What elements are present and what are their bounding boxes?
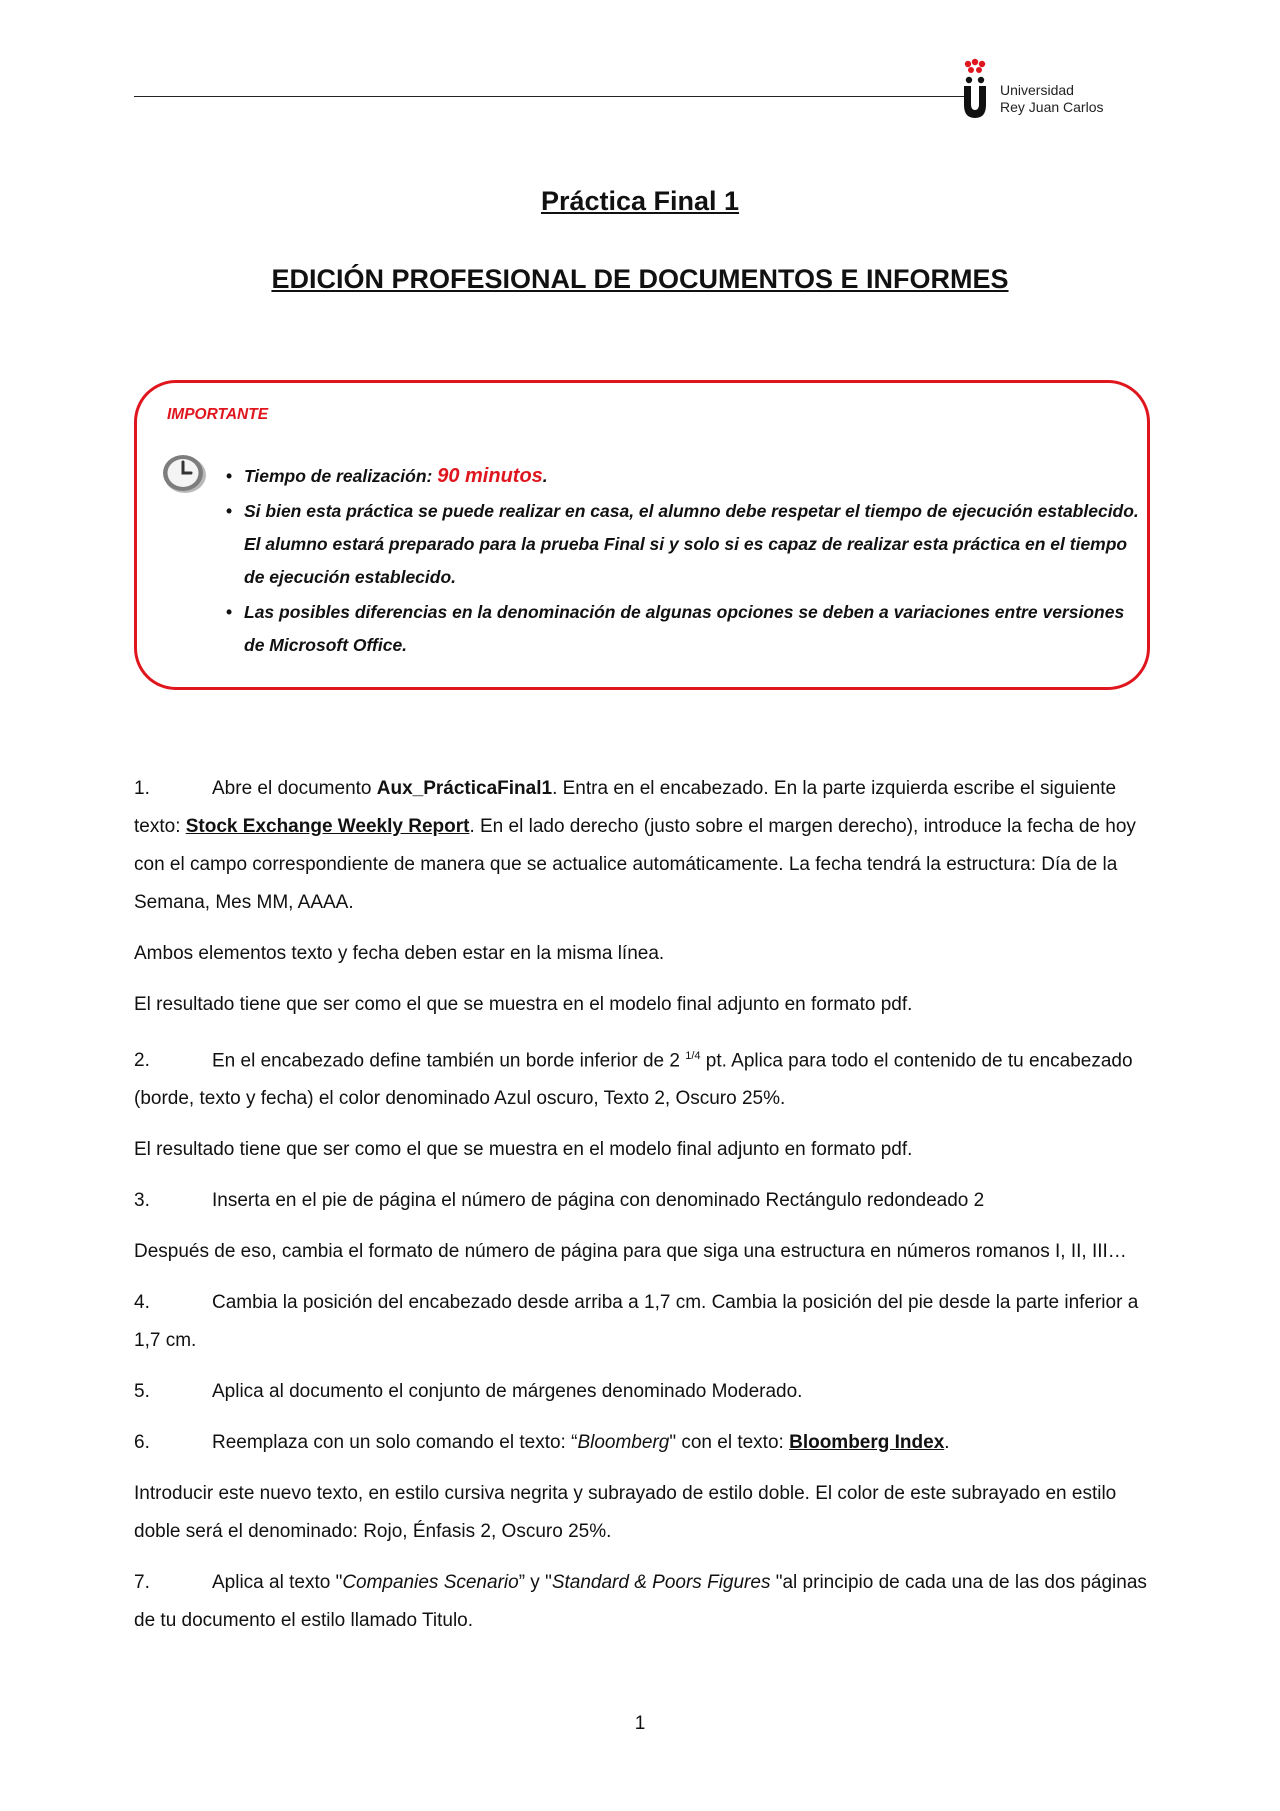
step-number: 3. bbox=[134, 1190, 150, 1212]
step-number: 4. bbox=[134, 1292, 150, 1314]
important-label: IMPORTANTE bbox=[167, 406, 269, 423]
page-subtitle: EDICIÓN PROFESIONAL DE DOCUMENTOS E INFORMES bbox=[271, 264, 1009, 294]
paragraph: El resultado tiene que ser como el que se muestra en el modelo final adjunto en formato pdf. bbox=[134, 994, 913, 1015]
step-text: En el encabezado define también un borde inferior de 2 bbox=[212, 1050, 686, 1072]
step-text: Aplica al documento el conjunto de márgenes denominado Moderado. bbox=[212, 1381, 803, 1403]
fraction-superscript: 1/4 bbox=[685, 1050, 701, 1062]
step-3 bbox=[134, 1182, 1149, 1220]
step-text: "al principio de cada una de las dos páginas de tu documento el estilo llamado Titulo. bbox=[134, 1572, 1147, 1632]
header-rule bbox=[134, 96, 969, 97]
important-list bbox=[226, 460, 1146, 664]
clock-icon bbox=[158, 451, 208, 495]
step-6 bbox=[134, 1424, 1149, 1462]
header-text-sample: Stock Exchange Weekly Report bbox=[185, 816, 470, 837]
title-text-1: Companies Scenario bbox=[342, 1572, 519, 1594]
paragraph: Introducir este nuevo texto, en estilo cursiva negrita y subrayado de estilo doble. El color de este subrayado en estilo doble será el denominado: Rojo, Énfasis 2, Oscuro 25%. bbox=[134, 1483, 1117, 1543]
replacement-term: Bloomberg Index bbox=[789, 1432, 945, 1454]
step-text: ” y " bbox=[518, 1572, 552, 1594]
important-item-time bbox=[226, 460, 1146, 493]
step-5 bbox=[134, 1373, 1149, 1411]
step-text: . Entra en el encabezado. En la parte izquierda escribe el siguiente texto: bbox=[134, 778, 1117, 837]
time-value: 90 minutos bbox=[437, 465, 543, 487]
step-text: Aplica al texto " bbox=[212, 1572, 343, 1594]
step-text: Inserta en el pie de página el número de página con denominado Rectángulo redondeado 2 bbox=[212, 1190, 985, 1212]
step-number: 2. bbox=[134, 1050, 150, 1072]
step-text: . bbox=[944, 1432, 950, 1454]
university-logo bbox=[960, 58, 1110, 120]
step-number: 7. bbox=[134, 1572, 150, 1594]
step-number: 1. bbox=[134, 778, 150, 799]
step-text: Cambia la posición del encabezado desde arriba a 1,7 cm. Cambia la posición del pie desde la parte inferior a 1,7 cm. bbox=[134, 1292, 1139, 1352]
title-text-2: Standard & Poors Figures bbox=[551, 1572, 771, 1594]
step-text: Abre el documento bbox=[212, 778, 377, 799]
instructions-body bbox=[134, 770, 1149, 1653]
paragraph: Ambos elementos texto y fecha deben estar en la misma línea. bbox=[134, 943, 665, 964]
time-suffix: . bbox=[542, 466, 548, 486]
step-number: 5. bbox=[134, 1381, 150, 1403]
step-text: . En el lado derecho (justo sobre el margen derecho), introduce la fecha de hoy con el campo correspondiente de manera que se actualice automáticamente. La fecha tendrá la estructura: Día de la Semana, Mes MM, AAAA. bbox=[134, 816, 1136, 913]
university-name-line2: Rey Juan Carlos bbox=[1000, 99, 1104, 115]
important-item-text: Si bien esta práctica se puede realizar en casa, el alumno debe respetar el tiempo de ejecución establecido. El alumno estará preparado para la prueba Final si y solo si es capaz de realizar esta práctica en el tiempo de ejecución establecido. bbox=[244, 501, 1139, 587]
bullet: • bbox=[226, 466, 233, 486]
bullet: • bbox=[226, 501, 233, 521]
important-item-respect-time bbox=[226, 495, 1146, 594]
urjc-crown-icon bbox=[960, 58, 996, 118]
step-2 bbox=[134, 1037, 1149, 1118]
time-label: Tiempo de realización: bbox=[244, 466, 438, 486]
search-term: Bloomberg bbox=[577, 1432, 670, 1454]
step-7 bbox=[134, 1564, 1149, 1640]
step-text: pt. Aplica para todo el contenido de tu encabezado (borde, texto y fecha) el color denominado Azul oscuro, Texto 2, Oscuro 25%. bbox=[134, 1050, 1133, 1110]
filename: Aux_PrácticaFinal1 bbox=[376, 778, 553, 799]
step-text: Reemplaza con un solo comando el texto: “ bbox=[212, 1432, 578, 1454]
step-number: 6. bbox=[134, 1432, 150, 1454]
step-1 bbox=[134, 770, 1149, 922]
bullet: • bbox=[226, 602, 233, 622]
university-name-line1: Universidad bbox=[1000, 82, 1074, 98]
important-item-text: Las posibles diferencias en la denominación de algunas opciones se deben a variaciones entre versiones de Microsoft Office. bbox=[244, 602, 1125, 655]
paragraph: Después de eso, cambia el formato de número de página para que siga una estructura en números romanos I, II, III… bbox=[134, 1241, 1127, 1263]
page-number: 1 bbox=[634, 1713, 646, 1734]
important-item-office-versions bbox=[226, 596, 1146, 662]
page-title: Práctica Final 1 bbox=[540, 186, 740, 216]
paragraph: El resultado tiene que ser como el que se muestra en el modelo final adjunto en formato pdf. bbox=[134, 1139, 913, 1161]
step-text: " con el texto: bbox=[669, 1432, 790, 1454]
step-4 bbox=[134, 1284, 1149, 1360]
